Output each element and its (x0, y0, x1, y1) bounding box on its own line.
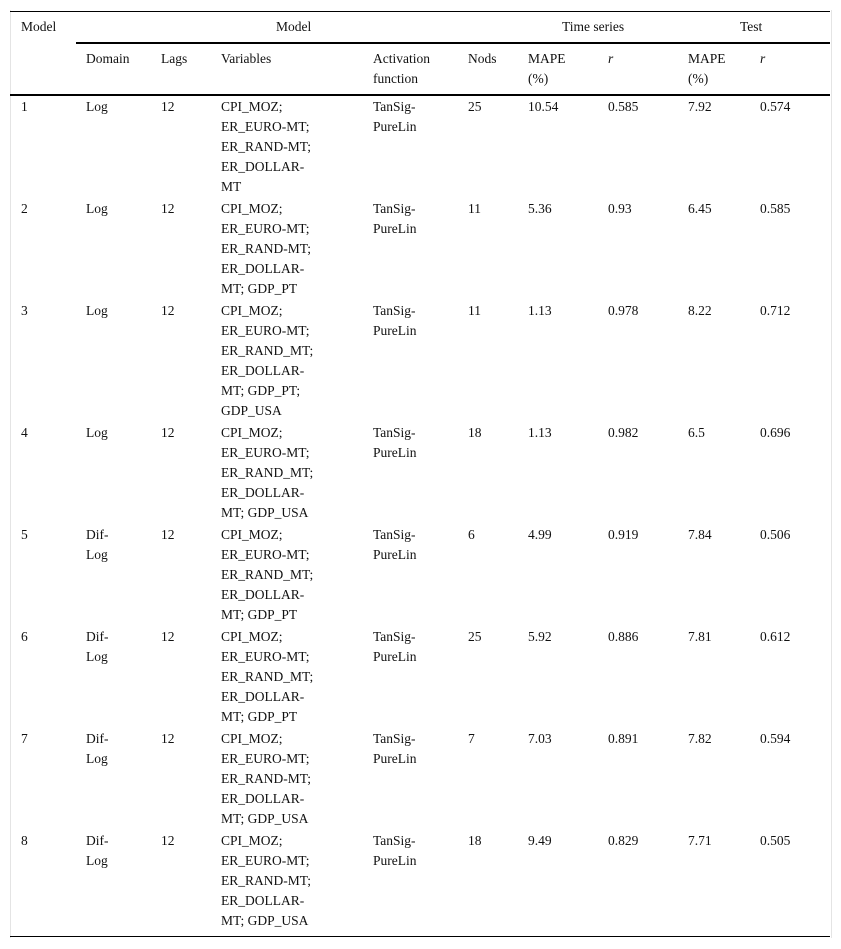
cell-domain: Dif- Log (86, 833, 109, 868)
cell-test-mape: 7.82 (688, 731, 712, 746)
header-domain: Domain (86, 51, 130, 66)
cell-variables: CPI_MOZ; ER_EURO-MT; ER_RAND-MT; ER_DOLLAR- MT; GDP_USA (221, 731, 312, 826)
cell-ts-r: 0.891 (608, 731, 639, 746)
cell-domain: Log (86, 201, 108, 216)
cell-test-mape: 7.84 (688, 527, 712, 542)
cell-ts-r: 0.919 (608, 527, 639, 542)
cell-test-mape: 7.92 (688, 99, 712, 114)
cell-model: 2 (21, 201, 28, 216)
cell-activation: TanSig- PureLin (373, 303, 417, 338)
cell-activation: TanSig- PureLin (373, 201, 417, 236)
cell-model: 5 (21, 527, 28, 542)
cell-activation: TanSig- PureLin (373, 425, 417, 460)
cell-test-r: 0.585 (760, 201, 791, 216)
cell-test-mape: 6.5 (688, 425, 705, 440)
cell-ts-mape: 9.49 (528, 833, 552, 848)
table-frame (10, 10, 832, 938)
header-test-r: r (760, 51, 766, 66)
cell-variables: CPI_MOZ; ER_EURO-MT; ER_RAND_MT; ER_DOLLAR- MT; GDP_PT (221, 527, 314, 622)
cell-test-mape: 8.22 (688, 303, 712, 318)
cell-ts-mape: 10.54 (528, 99, 559, 114)
header-ts-r: r (608, 51, 614, 66)
cell-test-mape: 7.71 (688, 833, 712, 848)
cell-lags: 12 (161, 527, 175, 542)
cell-lags: 12 (161, 425, 175, 440)
cell-domain: Dif- Log (86, 629, 109, 664)
header-group-test: Test (740, 19, 763, 34)
header-bottom-rule (10, 94, 830, 96)
cell-domain: Log (86, 425, 108, 440)
group-rule (76, 42, 830, 44)
cell-activation: TanSig- PureLin (373, 99, 417, 134)
header-lags: Lags (161, 51, 188, 66)
cell-variables: CPI_MOZ; ER_EURO-MT; ER_RAND_MT; ER_DOLLAR- MT; GDP_PT (221, 629, 314, 724)
cell-test-r: 0.574 (760, 99, 791, 114)
cell-ts-mape: 1.13 (528, 425, 552, 440)
cell-model: 1 (21, 99, 28, 114)
cell-domain: Dif- Log (86, 527, 109, 562)
cell-variables: CPI_MOZ; ER_EURO-MT; ER_RAND-MT; ER_DOLLAR- MT; GDP_PT (221, 201, 312, 296)
cell-lags: 12 (161, 833, 175, 848)
cell-variables: CPI_MOZ; ER_EURO-MT; ER_RAND_MT; ER_DOLLAR- MT; GDP_USA (221, 425, 314, 520)
cell-ts-mape: 4.99 (528, 527, 552, 542)
cell-ts-mape: 7.03 (528, 731, 552, 746)
header-variables: Variables (221, 51, 272, 66)
cell-variables: CPI_MOZ; ER_EURO-MT; ER_RAND-MT; ER_DOLLAR- MT (221, 99, 312, 194)
cell-activation: TanSig- PureLin (373, 731, 417, 766)
cell-test-r: 0.594 (760, 731, 791, 746)
cell-variables: CPI_MOZ; ER_EURO-MT; ER_RAND_MT; ER_DOLLAR- MT; GDP_PT; GDP_USA (221, 303, 314, 418)
cell-nods: 18 (468, 425, 482, 440)
cell-ts-r: 0.982 (608, 425, 639, 440)
cell-model: 6 (21, 629, 28, 644)
cell-test-r: 0.506 (760, 527, 791, 542)
cell-test-r: 0.505 (760, 833, 791, 848)
cell-domain: Log (86, 303, 108, 318)
cell-ts-r: 0.93 (608, 201, 632, 216)
cell-lags: 12 (161, 201, 175, 216)
cell-nods: 7 (468, 731, 475, 746)
cell-activation: TanSig- PureLin (373, 629, 417, 664)
cell-model: 4 (21, 425, 28, 440)
header-test-mape: MAPE (%) (688, 51, 726, 86)
cell-lags: 12 (161, 629, 175, 644)
cell-model: 8 (21, 833, 28, 848)
cell-test-mape: 7.81 (688, 629, 712, 644)
cell-nods: 11 (468, 201, 481, 216)
cell-nods: 11 (468, 303, 481, 318)
cell-ts-r: 0.585 (608, 99, 639, 114)
cell-model: 7 (21, 731, 28, 746)
bottom-rule (10, 936, 830, 937)
cell-lags: 12 (161, 303, 175, 318)
cell-variables: CPI_MOZ; ER_EURO-MT; ER_RAND-MT; ER_DOLLAR- MT; GDP_USA (221, 833, 312, 928)
cell-nods: 25 (468, 99, 482, 114)
cell-activation: TanSig- PureLin (373, 527, 417, 562)
cell-test-r: 0.712 (760, 303, 791, 318)
cell-ts-mape: 5.36 (528, 201, 552, 216)
cell-ts-r: 0.886 (608, 629, 639, 644)
header-activation: Activation function (373, 51, 430, 86)
header-ts-mape: MAPE (%) (528, 51, 566, 86)
cell-ts-mape: 1.13 (528, 303, 552, 318)
cell-nods: 6 (468, 527, 475, 542)
cell-domain: Log (86, 99, 108, 114)
cell-domain: Dif- Log (86, 731, 109, 766)
cell-lags: 12 (161, 731, 175, 746)
header-model-col: Model (21, 19, 57, 34)
cell-activation: TanSig- PureLin (373, 833, 417, 868)
header-group-timeseries: Time series (562, 19, 625, 34)
cell-test-r: 0.612 (760, 629, 791, 644)
header-nods: Nods (468, 51, 497, 66)
top-rule (10, 11, 830, 12)
cell-test-mape: 6.45 (688, 201, 712, 216)
cell-nods: 18 (468, 833, 482, 848)
cell-ts-r: 0.978 (608, 303, 639, 318)
cell-model: 3 (21, 303, 28, 318)
cell-ts-r: 0.829 (608, 833, 639, 848)
cell-lags: 12 (161, 99, 175, 114)
cell-ts-mape: 5.92 (528, 629, 552, 644)
cell-nods: 25 (468, 629, 482, 644)
header-group-model: Model (276, 19, 312, 34)
cell-test-r: 0.696 (760, 425, 791, 440)
